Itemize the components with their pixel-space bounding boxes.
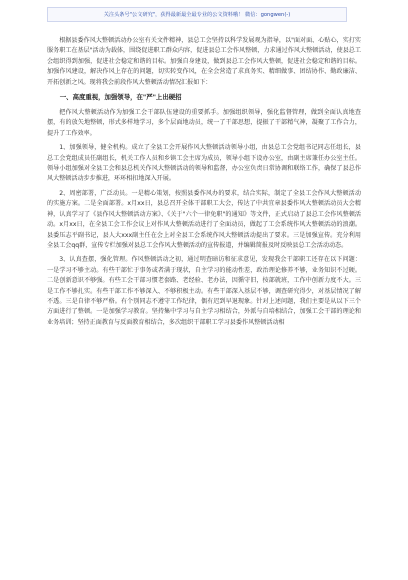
point-2-paragraph: 2、周密部署，广泛动员。一是精心策划，按照县委作风办的要求，结合实际，制定了全县工会作风大整顿活动的实施方案。二是全面部署。x月xx日，县总召开全体干部职工大会，传达了中共宜章县委作风大整顿活动员大会精神，认真学习了《县作风大整顿活动方案》、《关于"六个一律免职"的通知》等文件，正式启动了县总工会作风整顿活动。x月xx日，在全县工会工作会议上对作风大整顿活动进行了全面动员，做起了工会系统作风大整顿活动的浪潮。县委压志平副书记，县人大xxx副主任在会上对全县工会系统作风大整顿活动提出了要求。三是加强宣传。充分利用全县工会qq群，宣传专栏加强对县总工会作风大整顿活动的宣传报道，并编辑简报及时反映县总工会活动动态。 — [47, 189, 361, 249]
section-heading: 一、高度重视，加强领导，在"严"上出硬招 — [59, 93, 182, 102]
header-banner[interactable]: 关注头条号"公文研究"，获得最新最全最专业的公文资料哦！ 微信：gongwen(-) — [47, 7, 347, 22]
point-1-paragraph: 1、加强领导，健全机构。成立了全县工会开展作风大整顿活动领导小组，由县总工会党组书记同志任组长，县总工会党组成员任副组长，机关工作人员和乡镇工会主席为成员，领导小组下设办公室，由副主席兼任办公室主任。领导小组加强对全县工会和县总机关作风大整顿活动的领导和监督，办公室负责日常协调和联络工作，确保了县总作风大整顿活动步步推进，环环相扣地深入开展。 — [47, 144, 361, 183]
intro-paragraph: 根据县委作风大整顿活动办公室有关文件精神，县总工会坚持以科学发展观为指导，以"面对面、心贴心，实打实服务职工在基层"活动为载体，围绕促进职工群众内容，促进县总工会作风整顿，力求通过作风大整顿活动，使县总工会组织得到加强，促进社会稳定和谐的目标。加强自身建设，做到县总工会作风大整顿，促进社会稳定和谐的目标。加强作风建设，解决作风上存在的问题，切实转变作风，在全会营造了求真务实、精细做事、团结协作、勤政廉洁、开拓创新之风。现将我会前段作风大整顿活动情况汇报如下： — [47, 37, 361, 86]
point-3-paragraph: 3、认真查摆，强化管理。作风整顿活动之初，通过明查暗访和征求意见，发现我会干部职工还存在以下问题：一是学习不够主动。有些干部忙于事务或者满于现状，自主学习的能动性差，政治理论修养不够，业务知识不过硬。二是创新意识不够强。有些工会干部习惯老套路、老经验、老办法，因循守旧，按部就班，工作中创新力度不大。三是工作不够扎实。有些干部工作不够深入、不够积极主动。有些干部深入基层不够，调查研究得少，对基层情况了解不透。三是自律不够严格。有个别同志不遵守工作纪律，偶有迟到早退现象。针对上述问题，我们主要是从以下三个方面进行了整顿。一是加强学习教育。坚持集中学习与自主学习相结合，外派与自培相结合，加强工会干部的理论和业务培训；坚持正面教育与反面教育相结合，多次组织干部职工学习县委作风整顿活动相 — [47, 256, 361, 326]
section-intro-paragraph: 把作风大整顿活动作为加强工会干部队伍建设的重要抓手。加强组织领导，强化监督管理，做到全面认真地查摆，有的放矢地整顿，形式多样地学习，多个层面地动员，统一了干部思想，提振了干部精气神，凝聚了工作合力，提升了工作效率。 — [47, 109, 361, 137]
